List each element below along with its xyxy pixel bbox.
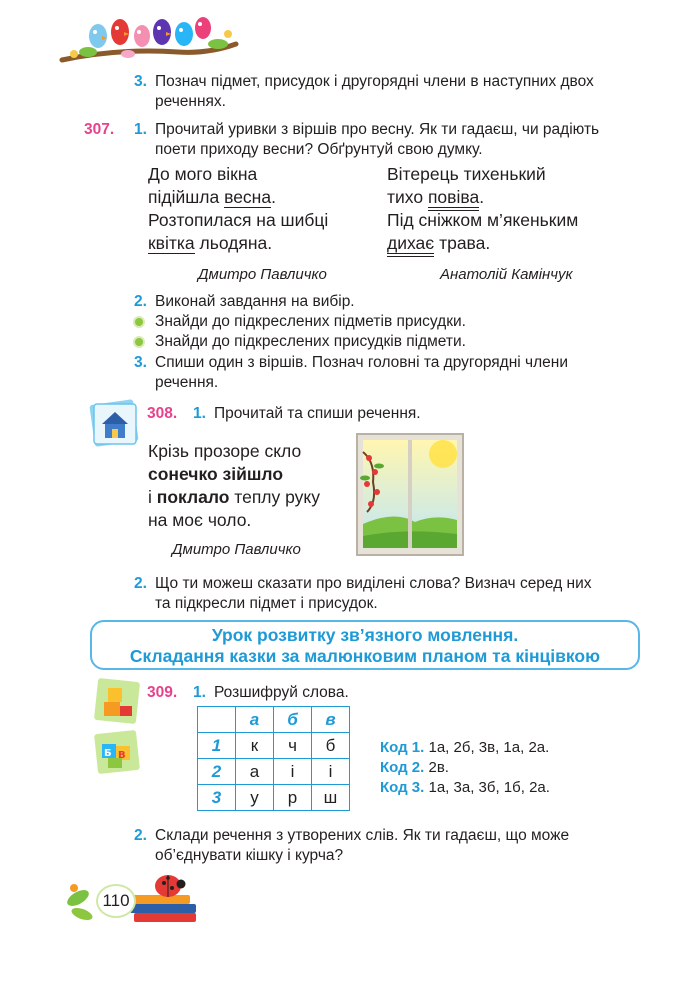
poem-line: і поклало теплу руку xyxy=(148,487,321,507)
toy-blocks-icon xyxy=(92,676,142,726)
poem-author: Анатолій Камінчук xyxy=(440,266,573,283)
table-corner-cell xyxy=(198,707,236,733)
poem-line: на моє чоло. xyxy=(148,510,252,530)
birds-branch-icon xyxy=(58,14,240,70)
task-text: Прочитай уривки з віршів про весну. Як ти гадаєш, чи радіють xyxy=(155,121,600,138)
task-text: Спиши один з віршів. Познач головні та другорядні члени xyxy=(155,354,568,371)
task-text: Прочитай та спиши речення. xyxy=(214,405,421,422)
table-cell: ч xyxy=(274,733,312,759)
table-cell: і xyxy=(274,759,312,785)
task-text: Розшифруй слова. xyxy=(214,684,349,701)
task-number: 2. xyxy=(134,827,147,844)
highlighted-word: поклало xyxy=(156,487,230,507)
task-number: 2. xyxy=(134,575,147,592)
table-header-row xyxy=(198,707,350,733)
poem-author: Дмитро Павличко xyxy=(198,266,327,283)
poem-line: Крізь прозоре скло xyxy=(148,441,302,461)
table-cell: б xyxy=(312,733,350,759)
task-text: та підкресли підмет і присудок. xyxy=(155,595,378,612)
column-header: в xyxy=(312,707,350,733)
poem-line: До мого вікна xyxy=(148,164,258,184)
poem-line: Розтопилася на шибці xyxy=(148,210,329,230)
row-header: 3 xyxy=(198,785,236,811)
task-number: 3. xyxy=(134,354,147,371)
page-number: 110 xyxy=(96,884,136,918)
poem-author: Дмитро Павличко xyxy=(172,541,301,558)
table-cell: к xyxy=(236,733,274,759)
table-cell: і xyxy=(312,759,350,785)
row-header: 2 xyxy=(198,759,236,785)
underlined-predicate: дихає xyxy=(387,233,434,257)
column-header: б xyxy=(274,707,312,733)
task-number: 3. xyxy=(134,73,147,90)
code-line: Код 1. 1а, 2б, 3в, 1а, 2а. xyxy=(380,739,550,756)
table-row xyxy=(198,785,350,811)
svg-text:В: В xyxy=(118,750,126,761)
exercise-number: 307. xyxy=(84,121,115,138)
code-line: Код 3. 1а, 3а, 3б, 1б, 2а. xyxy=(380,779,550,796)
exercise-number: 309. xyxy=(147,684,178,701)
poem-308 xyxy=(148,440,320,532)
option-text: Знайди до підкреслених підметів присудки. xyxy=(155,313,466,330)
poem-line: дихає трава. xyxy=(387,232,578,255)
task-text: Склади речення з утворених слів. Як ти гадаєш, що може xyxy=(155,827,570,844)
exercise-number: 308. xyxy=(147,405,178,422)
code-line: Код 2. 2в. xyxy=(380,759,449,776)
task-text: поети приходу весни? Обґрунтуй свою думку. xyxy=(155,141,483,158)
task-text: Познач підмет, присудок і другорядні члени в наступних двох xyxy=(155,73,594,90)
option-text: Знайди до підкреслених присудків підмети. xyxy=(155,333,466,350)
table-cell: ш xyxy=(312,785,350,811)
poem-line: сонечко зійшло xyxy=(148,464,284,484)
table-cell: а xyxy=(236,759,274,785)
task-number: 1. xyxy=(134,121,147,138)
task-number: 1. xyxy=(193,405,206,422)
poem-line: тихо повіва. xyxy=(387,186,578,209)
abc-blocks-icon xyxy=(92,728,142,776)
table-row xyxy=(198,759,350,785)
row-header: 1 xyxy=(198,733,236,759)
banner-subtitle: Складання казки за малюнковим планом та кінцівкою xyxy=(129,646,601,666)
column-header: а xyxy=(236,707,274,733)
table-row xyxy=(198,733,350,759)
house-card-icon xyxy=(88,398,140,448)
poem-line: Під сніжком м’якеньким xyxy=(387,210,579,230)
task-number: 1. xyxy=(193,684,206,701)
task-text: Що ти можеш сказати про виділені слова? Визнач серед них xyxy=(155,575,592,592)
underlined-predicate: повіва xyxy=(428,187,479,211)
table-cell: р xyxy=(274,785,312,811)
task-text: реченнях. xyxy=(155,93,226,110)
svg-text:Б: Б xyxy=(104,748,112,759)
banner-title: Урок розвитку зв’язного мовлення. xyxy=(211,625,519,645)
cipher-table xyxy=(197,706,350,811)
window-illustration xyxy=(355,432,465,557)
table-cell: у xyxy=(236,785,274,811)
task-number: 2. xyxy=(134,293,147,310)
underlined-subject: квітка xyxy=(148,233,195,253)
poem-right xyxy=(387,163,578,255)
task-text: речення. xyxy=(155,374,219,391)
poem-line: квітка льодяна. xyxy=(148,233,273,253)
poem-line: Вітерець тихенький xyxy=(387,164,546,184)
option-bullet-icon xyxy=(133,316,145,328)
lesson-banner xyxy=(90,620,640,670)
option-bullet-icon xyxy=(133,336,145,348)
underlined-subject: весна xyxy=(224,187,272,207)
task-text: об’єднувати кішку і курча? xyxy=(155,847,344,864)
poem-left xyxy=(148,163,328,255)
task-text: Виконай завдання на вибір. xyxy=(155,293,355,310)
poem-line: підійшла весна. xyxy=(148,187,276,207)
